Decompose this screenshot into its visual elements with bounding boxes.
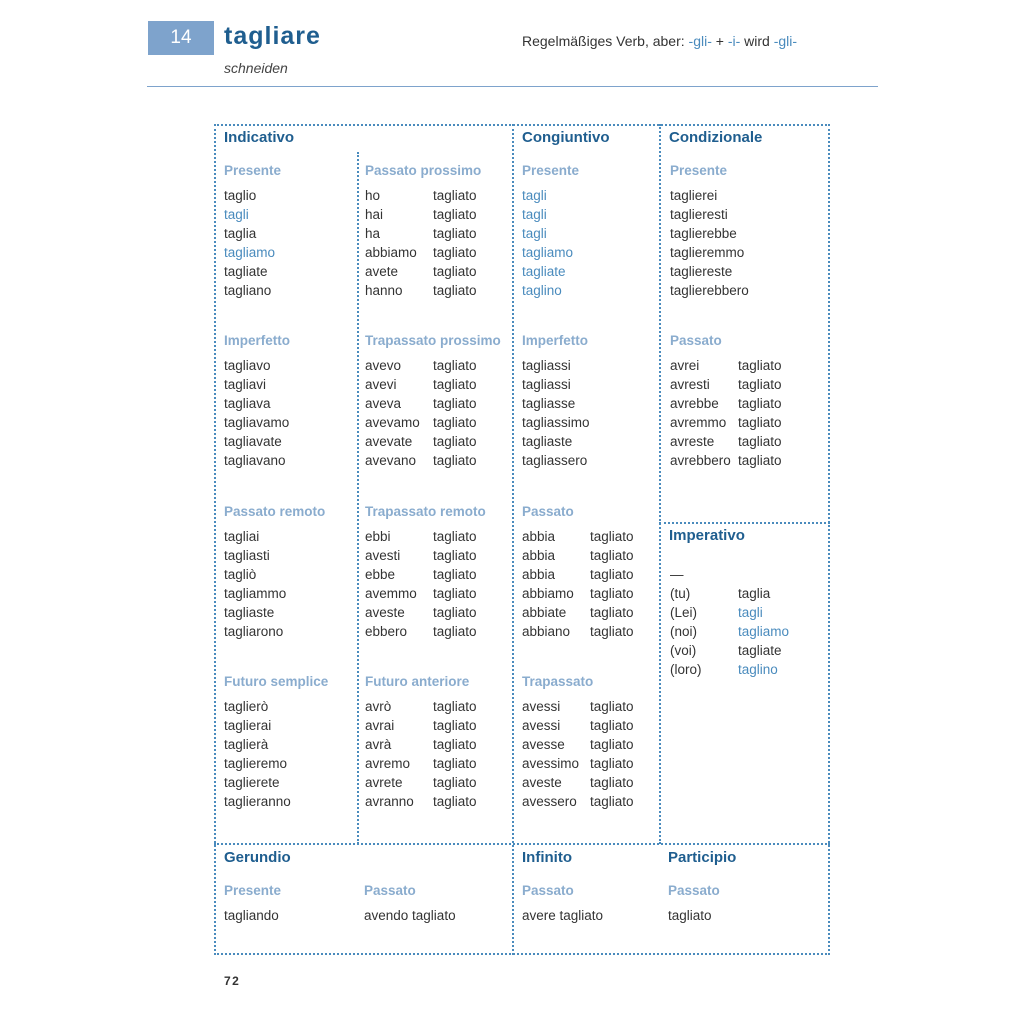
congiuntivo-passato-participle: tagliato [590,605,634,620]
indicativo-imperfetto-title: Imperfetto [224,333,291,348]
congiuntivo-trapassato-row [522,773,634,792]
indicativo-presente-title: Presente [224,163,282,178]
indicativo-futuro-anteriore-participle: tagliato [433,737,477,752]
indicativo-trapassato-remoto-row [365,622,477,641]
congiuntivo-passato-title: Passato [522,504,574,519]
imperativo-row [670,622,789,641]
imperativo-title: Imperativo [669,527,745,544]
indicativo-futuro-anteriore-form: avrete [365,775,403,790]
indicativo-passato-prossimo-participle: tagliato [433,264,477,279]
condizionale-passato-row [670,451,782,470]
congiuntivo-passato-row [522,584,634,603]
congiuntivo-passato-row [522,565,634,584]
indicativo-trapassato-prossimo-participle: tagliato [433,415,477,430]
indicativo-trapassato-prossimo-participle: tagliato [433,434,477,449]
indicativo-trapassato-prossimo-form: avevate [365,434,413,449]
congiuntivo-imperfetto-row [522,432,590,451]
condizionale-passato-participle: tagliato [738,396,782,411]
congiuntivo-passato-row [522,546,634,565]
condizionale-presente-form: taglierei [670,188,718,203]
indicativo-trapassato-remoto-row [365,527,477,546]
indicativo-passato-prossimo-participle: tagliato [433,283,477,298]
indicativo-trapassato-remoto-participle: tagliato [433,567,477,582]
congiuntivo-passato-participle: tagliato [590,586,634,601]
indicativo-futuro-semplice-row [224,792,291,811]
congiuntivo-trapassato-participle: tagliato [590,699,634,714]
indicativo-imperfetto-row [224,432,289,451]
congiuntivo-imperfetto-row [522,356,590,375]
congiuntivo-passato-form: abbia [522,548,556,563]
indicativo-trapassato-remoto-form: ebbero [365,624,408,639]
indicativo-trapassato-prossimo-participle: tagliato [433,377,477,392]
gerundio-title: Gerundio [224,849,291,866]
indicativo-presente-row [224,224,275,243]
condizionale-presente-row [670,224,749,243]
condizionale-presente-rows [670,186,749,300]
indicativo-futuro-semplice-form: taglierete [224,775,280,790]
indicativo-imperfetto-row [224,394,289,413]
indicativo-passato-remoto-row [224,546,286,565]
congiuntivo-trapassato-form: avessimo [522,756,580,771]
indicativo-trapassato-prossimo-row [365,356,477,375]
indicativo-trapassato-prossimo-form: avevi [365,377,397,392]
congiuntivo-presente-row [522,281,573,300]
condizionale-passato-participle: tagliato [738,434,782,449]
indicativo-futuro-semplice-row [224,735,291,754]
indicativo-passato-prossimo-row [365,281,477,300]
indicativo-trapassato-remoto-participle: tagliato [433,586,477,601]
congiuntivo-presente-form: taglino [522,283,562,298]
indicativo-trapassato-prossimo-form: avevo [365,358,402,373]
rule-wird: wird [740,33,774,49]
condizionale-passato-form: avrebbe [670,396,719,411]
congiuntivo-imperfetto-form: tagliassi [522,358,571,373]
indicativo-futuro-anteriore-row [365,773,477,792]
congiuntivo-trapassato-participle: tagliato [590,737,634,752]
imperativo-participle: tagliamo [738,624,790,639]
condizionale-passato-participle: tagliato [738,453,782,468]
congiuntivo-trapassato-participle: tagliato [590,756,634,771]
indicativo-imperfetto-form: tagliavamo [224,415,290,430]
page-number: 72 [224,974,241,988]
congiuntivo-imperfetto-form: tagliassero [522,453,588,468]
indicativo-futuro-semplice-row [224,773,291,792]
indicativo-trapassato-prossimo-participle: tagliato [433,396,477,411]
indicativo-passato-prossimo-form: abbiamo [365,245,417,260]
imperativo-participle: taglia [738,586,771,601]
indicativo-futuro-semplice-row [224,697,291,716]
indicativo-presente-row [224,281,275,300]
congiuntivo-imperfetto-form: tagliasse [522,396,576,411]
imperativo-form: (loro) [670,662,702,677]
indicativo-futuro-anteriore-form: avremo [365,756,411,771]
congiuntivo-passato-row [522,603,634,622]
condizionale-passato-form: avrei [670,358,700,373]
indicativo-futuro-anteriore-form: avrai [365,718,395,733]
indicativo-futuro-anteriore-rows [365,697,477,811]
congiuntivo-passato-form: abbiamo [522,586,574,601]
imperativo-form: (noi) [670,624,698,639]
condizionale-presente-form: tagliereste [670,264,733,279]
indicativo-passato-remoto-row [224,603,286,622]
congiuntivo-trapassato-row [522,716,634,735]
congiuntivo-trapassato-form: avesse [522,737,565,752]
congiuntivo-passato-participle: tagliato [590,624,634,639]
congiuntivo-imperfetto-rows [522,356,590,470]
indicativo-trapassato-prossimo-row [365,375,477,394]
condizionale-passato-row [670,375,782,394]
rule-i: -i- [727,33,741,49]
condizionale-passato-participle: tagliato [738,415,782,430]
condizionale-presente-row [670,205,749,224]
congiuntivo-trapassato-form: avessero [522,794,577,809]
indicativo-trapassato-prossimo-form: aveva [365,396,402,411]
congiuntivo-imperfetto-form: tagliaste [522,434,573,449]
congiuntivo-trapassato-participle: tagliato [590,718,634,733]
verb-title: tagliare [224,22,321,50]
indicativo-trapassato-prossimo-row [365,413,477,432]
rule-prefix: Regelmäßiges Verb, aber: [522,33,689,49]
indicativo-imperfetto-form: tagliavano [224,453,286,468]
congiuntivo-passato-participle: tagliato [590,567,634,582]
indicativo-futuro-anteriore-row [365,754,477,773]
indicativo-trapassato-remoto-row [365,565,477,584]
indicativo-passato-remoto-row [224,584,286,603]
indicativo-passato-prossimo-form: ha [365,226,381,241]
indicativo-presente-row [224,205,275,224]
imperativo-row [670,565,789,584]
indicativo-presente-form: taglio [224,188,257,203]
condizionale-passato-row [670,356,782,375]
congiuntivo-presente-form: tagli [522,188,547,203]
congiuntivo-presente-form: tagliate [522,264,566,279]
indicativo-passato-remoto-form: tagliò [224,567,257,582]
participio-passato-title: Passato [668,883,720,898]
indicativo-presente-form: tagliamo [224,245,276,260]
indicativo-trapassato-remoto-row [365,603,477,622]
indicativo-presente-form: tagliate [224,264,268,279]
indicativo-futuro-semplice-rows [224,697,291,811]
congiuntivo-trapassato-participle: tagliato [590,794,634,809]
indicativo-passato-prossimo-rows [365,186,477,300]
congiuntivo-title: Congiuntivo [522,129,610,146]
condizionale-passato-form: avremmo [670,415,727,430]
gerundio-passato-title: Passato [364,883,416,898]
imperativo-participle: tagliate [738,643,782,658]
indicativo-title: Indicativo [224,129,295,146]
congiuntivo-trapassato-form: avessi [522,699,561,714]
congiuntivo-passato-participle: tagliato [590,548,634,563]
indicativo-trapassato-remoto-form: ebbe [365,567,396,582]
imperativo-form: — [670,567,684,582]
congiuntivo-presente-form: tagli [522,207,547,222]
indicativo-imperfetto-form: tagliavi [224,377,267,392]
indicativo-trapassato-remoto-participle: tagliato [433,624,477,639]
participio-title: Participio [668,849,737,866]
condizionale-passato-row [670,432,782,451]
indicativo-imperfetto-rows [224,356,289,470]
indicativo-passato-prossimo-title: Passato prossimo [365,163,482,178]
indicativo-futuro-semplice-title: Futuro semplice [224,674,329,689]
indicativo-passato-remoto-row [224,565,286,584]
condizionale-presente-title: Presente [670,163,728,178]
indicativo-imperfetto-row [224,375,289,394]
condizionale-presente-row [670,186,749,205]
divider-bottom-section [214,843,830,845]
congiuntivo-trapassato-form: avessi [522,718,561,733]
indicativo-trapassato-prossimo-row [365,451,477,470]
congiuntivo-imperfetto-form: tagliassi [522,377,571,392]
divider-indicativo-columns [357,152,359,844]
indicativo-trapassato-prossimo-row [365,432,477,451]
indicativo-presente-row [224,243,275,262]
congiuntivo-trapassato-row [522,697,634,716]
condizionale-passato-form: avresti [670,377,710,392]
imperativo-form: (voi) [670,643,697,658]
congiuntivo-passato-rows [522,527,634,641]
indicativo-trapassato-remoto-participle: tagliato [433,529,477,544]
indicativo-futuro-semplice-row [224,754,291,773]
verb-number-badge [148,21,214,55]
congiuntivo-passato-row [522,622,634,641]
indicativo-futuro-anteriore-participle: tagliato [433,794,477,809]
congiuntivo-presente-row [522,262,573,281]
indicativo-passato-prossimo-row [365,224,477,243]
indicativo-futuro-anteriore-row [365,735,477,754]
congiuntivo-presente-row [522,224,573,243]
congiuntivo-trapassato-rows [522,697,634,811]
infinito-passato-title: Passato [522,883,574,898]
gerundio-presente-value: tagliando [224,908,279,923]
indicativo-passato-prossimo-form: hanno [365,283,403,298]
indicativo-trapassato-remoto-form: avesti [365,548,401,563]
congiuntivo-imperfetto-row [522,375,590,394]
condizionale-title: Condizionale [669,129,763,146]
indicativo-futuro-semplice-form: taglierai [224,718,272,733]
congiuntivo-passato-form: abbia [522,567,556,582]
condizionale-presente-form: taglierebbero [670,283,749,298]
condizionale-passato-row [670,394,782,413]
condizionale-presente-row [670,281,749,300]
congiuntivo-imperfetto-row [522,413,590,432]
indicativo-trapassato-prossimo-title: Trapassato prossimo [365,333,501,348]
congiuntivo-trapassato-row [522,735,634,754]
indicativo-futuro-anteriore-title: Futuro anteriore [365,674,470,689]
indicativo-passato-remoto-form: tagliasti [224,548,270,563]
indicativo-futuro-anteriore-row [365,792,477,811]
congiuntivo-trapassato-row [522,792,634,811]
congiuntivo-presente-row [522,243,573,262]
condizionale-passato-participle: tagliato [738,358,782,373]
imperativo-form: (tu) [670,586,691,601]
header-divider [147,86,878,87]
imperativo-form: (Lei) [670,605,698,620]
indicativo-presente-form: tagli [224,207,249,222]
rule-gli-2: -gli- [773,33,798,49]
condizionale-passato-title: Passato [670,333,722,348]
indicativo-passato-prossimo-form: ho [365,188,381,203]
indicativo-passato-prossimo-participle: tagliato [433,207,477,222]
indicativo-trapassato-remoto-form: avemmo [365,586,417,601]
indicativo-futuro-semplice-form: taglierà [224,737,269,752]
imperativo-row [670,641,789,660]
indicativo-futuro-anteriore-row [365,697,477,716]
divider-indicativo-congiuntivo [512,124,514,955]
indicativo-trapassato-remoto-form: aveste [365,605,405,620]
condizionale-presente-form: taglieremmo [670,245,745,260]
indicativo-passato-remoto-row [224,527,286,546]
indicativo-futuro-semplice-form: taglieremo [224,756,288,771]
condizionale-passato-row [670,413,782,432]
indicativo-passato-prossimo-row [365,262,477,281]
condizionale-presente-row [670,262,749,281]
indicativo-trapassato-remoto-form: ebbi [365,529,391,544]
congiuntivo-presente-rows [522,186,573,300]
gerundio-passato-value: avendo tagliato [364,908,456,923]
congiuntivo-imperfetto-row [522,451,590,470]
imperativo-rows [670,565,789,679]
congiuntivo-presente-row [522,205,573,224]
indicativo-passato-prossimo-row [365,205,477,224]
indicativo-futuro-anteriore-participle: tagliato [433,718,477,733]
congiuntivo-presente-title: Presente [522,163,580,178]
indicativo-passato-remoto-form: tagliai [224,529,260,544]
indicativo-trapassato-prossimo-participle: tagliato [433,358,477,373]
rule-gli-1: -gli- [688,33,712,49]
indicativo-futuro-anteriore-form: avrò [365,699,392,714]
indicativo-futuro-semplice-row [224,716,291,735]
condizionale-passato-form: avreste [670,434,715,449]
congiuntivo-presente-form: tagliamo [522,245,574,260]
indicativo-futuro-semplice-form: taglierò [224,699,269,714]
indicativo-presente-form: tagliano [224,283,272,298]
indicativo-trapassato-prossimo-form: avevano [365,453,417,468]
divider-condizionale-imperativo [659,522,830,524]
congiuntivo-passato-form: abbiano [522,624,571,639]
verb-number: 14 [170,27,192,48]
imperativo-participle: tagli [738,605,763,620]
congiuntivo-presente-form: tagli [522,226,547,241]
verb-rule [522,33,797,49]
congiuntivo-trapassato-form: aveste [522,775,562,790]
congiuntivo-trapassato-title: Trapassato [522,674,594,689]
imperativo-row [670,584,789,603]
indicativo-trapassato-remoto-row [365,584,477,603]
congiuntivo-passato-participle: tagliato [590,529,634,544]
congiuntivo-presente-row [522,186,573,205]
indicativo-futuro-anteriore-form: avrà [365,737,392,752]
indicativo-trapassato-remoto-rows [365,527,477,641]
indicativo-trapassato-prossimo-participle: tagliato [433,453,477,468]
indicativo-passato-remoto-title: Passato remoto [224,504,326,519]
indicativo-futuro-anteriore-row [365,716,477,735]
congiuntivo-passato-form: abbiate [522,605,567,620]
divider-congiuntivo-condizionale [659,124,661,844]
indicativo-passato-remoto-form: tagliarono [224,624,284,639]
imperativo-participle: taglino [738,662,778,677]
congiuntivo-passato-form: abbia [522,529,556,544]
indicativo-passato-prossimo-form: avete [365,264,399,279]
indicativo-trapassato-prossimo-row [365,394,477,413]
indicativo-imperfetto-row [224,413,289,432]
indicativo-passato-prossimo-form: hai [365,207,384,222]
indicativo-passato-remoto-form: tagliammo [224,586,287,601]
indicativo-trapassato-remoto-participle: tagliato [433,548,477,563]
indicativo-futuro-anteriore-form: avranno [365,794,414,809]
congiuntivo-passato-row [522,527,634,546]
congiuntivo-imperfetto-title: Imperfetto [522,333,589,348]
rule-plus: + [711,33,728,49]
condizionale-presente-row [670,243,749,262]
infinito-passato-value: avere tagliato [522,908,604,923]
indicativo-futuro-semplice-form: taglieranno [224,794,291,809]
congiuntivo-trapassato-row [522,754,634,773]
indicativo-passato-prossimo-participle: tagliato [433,245,477,260]
infinito-title: Infinito [522,849,572,866]
indicativo-imperfetto-form: tagliavate [224,434,282,449]
gerundio-presente-title: Presente [224,883,282,898]
condizionale-presente-form: taglieresti [670,207,728,222]
indicativo-imperfetto-form: tagliava [224,396,271,411]
indicativo-passato-remoto-rows [224,527,286,641]
indicativo-futuro-anteriore-participle: tagliato [433,775,477,790]
indicativo-presente-rows [224,186,275,300]
indicativo-imperfetto-row [224,356,289,375]
indicativo-trapassato-prossimo-form: avevamo [365,415,420,430]
indicativo-futuro-anteriore-participle: tagliato [433,699,477,714]
imperativo-row [670,603,789,622]
indicativo-passato-prossimo-participle: tagliato [433,226,477,241]
indicativo-passato-prossimo-row [365,186,477,205]
indicativo-trapassato-remoto-participle: tagliato [433,605,477,620]
congiuntivo-trapassato-participle: tagliato [590,775,634,790]
indicativo-presente-form: taglia [224,226,257,241]
indicativo-passato-prossimo-participle: tagliato [433,188,477,203]
indicativo-imperfetto-form: tagliavo [224,358,271,373]
condizionale-passato-form: avrebbero [670,453,731,468]
indicativo-presente-row [224,262,275,281]
indicativo-passato-remoto-form: tagliaste [224,605,275,620]
participio-passato-value: tagliato [668,908,712,923]
condizionale-presente-form: taglierebbe [670,226,737,241]
condizionale-passato-participle: tagliato [738,377,782,392]
verb-meaning: schneiden [224,60,288,76]
indicativo-trapassato-remoto-title: Trapassato remoto [365,504,486,519]
imperativo-row [670,660,789,679]
indicativo-presente-row [224,186,275,205]
indicativo-trapassato-remoto-row [365,546,477,565]
congiuntivo-imperfetto-form: tagliassimo [522,415,590,430]
indicativo-futuro-anteriore-participle: tagliato [433,756,477,771]
condizionale-passato-rows [670,356,782,470]
indicativo-imperfetto-row [224,451,289,470]
indicativo-passato-prossimo-row [365,243,477,262]
indicativo-passato-remoto-row [224,622,286,641]
indicativo-trapassato-prossimo-rows [365,356,477,470]
congiuntivo-imperfetto-row [522,394,590,413]
